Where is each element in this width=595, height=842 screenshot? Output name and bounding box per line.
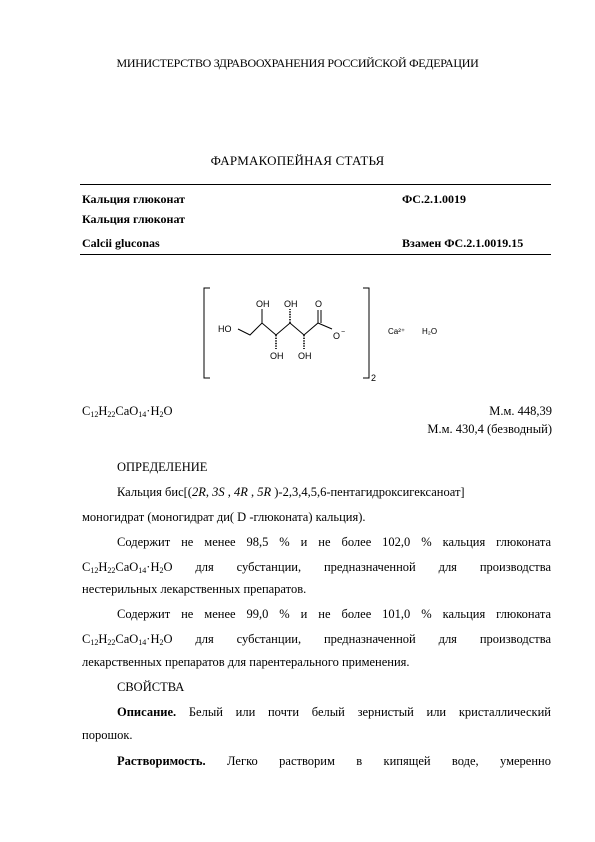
oh-label-1: OH [256,299,270,309]
structural-formula [200,283,480,383]
header-bottom-rule [80,254,551,255]
article-code: ФС.2.1.0019 [402,192,466,206]
water-label: H₂O [422,327,438,336]
solubility-line-1: Растворимость. Легко растворим в кипящей воде, умеренно [117,754,551,768]
oh-label-2: OH [284,299,298,309]
replaces-code: Взамен ФС.2.1.0019.15 [402,236,524,250]
content-1-line-3: нестерильных лекарственных препаратов. [82,582,307,596]
header-top-rule [80,184,551,185]
properties-heading: СВОЙСТВА [117,680,185,694]
content-1-line-2: $C_{12}H_{22}CaO_{14}\cdot H_2O$ для субстанции, предназначенной для производства [82,560,551,575]
calcium-ion: Ca²⁺ [388,327,406,336]
definition-heading: ОПРЕДЕЛЕНИЕ [117,460,208,474]
definition-line-2: моногидрат (моногидрат ди( D -глюконата) кальция). [82,510,366,524]
oh-label-3: OH [270,351,284,361]
name-ru-2: Кальция глюконат [82,212,186,226]
molecular-formula: $C_{12}H_{22}CaO_{14}\cdot H_2O$ [82,404,173,419]
charge-label: − [341,329,346,336]
content-2-line-1: Содержит не менее 99,0 % и не более 101,0 % кальция глюконата [117,607,551,621]
name-latin: Calcii gluconas [82,236,160,250]
name-ru-1: Кальция глюконат [82,192,186,206]
bracket-subscript: 2 [371,373,377,383]
content-2-line-3: лекарственных препаратов для парентерального применения. [82,655,410,669]
molecular-weight-anhydrous: М.м. 430,4 (безводный) [427,422,552,436]
ministry-header: МИНИСТЕРСТВО ЗДРАВООХРАНЕНИЯ РОССИЙСКОЙ ФЕДЕРАЦИИ [116,56,479,70]
content-1-line-1: Содержит не менее 98,5 % и не более 102,0 % кальция глюконата [117,535,551,549]
document-title: ФАРМАКОПЕЙНАЯ СТАТЬЯ [210,153,385,168]
content-2-line-2: $C_{12}H_{22}CaO_{14}\cdot H_2O$ для субстанции, предназначенной для производства [82,632,551,647]
description-line-2: порошок. [82,728,133,742]
o-minus-label: O [333,331,341,341]
o-double-label: O [315,299,323,309]
ho-label: HO [218,324,232,334]
definition-line-1: Кальция бис[(2R, 3S , 4R , 5R )-2,3,4,5,6-пентагидроксигексаноат] [117,485,465,499]
molecular-weight: М.м. 448,39 [489,404,552,418]
oh-label-4: OH [298,351,312,361]
description-line-1: Описание. Белый или почти белый зернистый или кристаллический [117,705,551,719]
